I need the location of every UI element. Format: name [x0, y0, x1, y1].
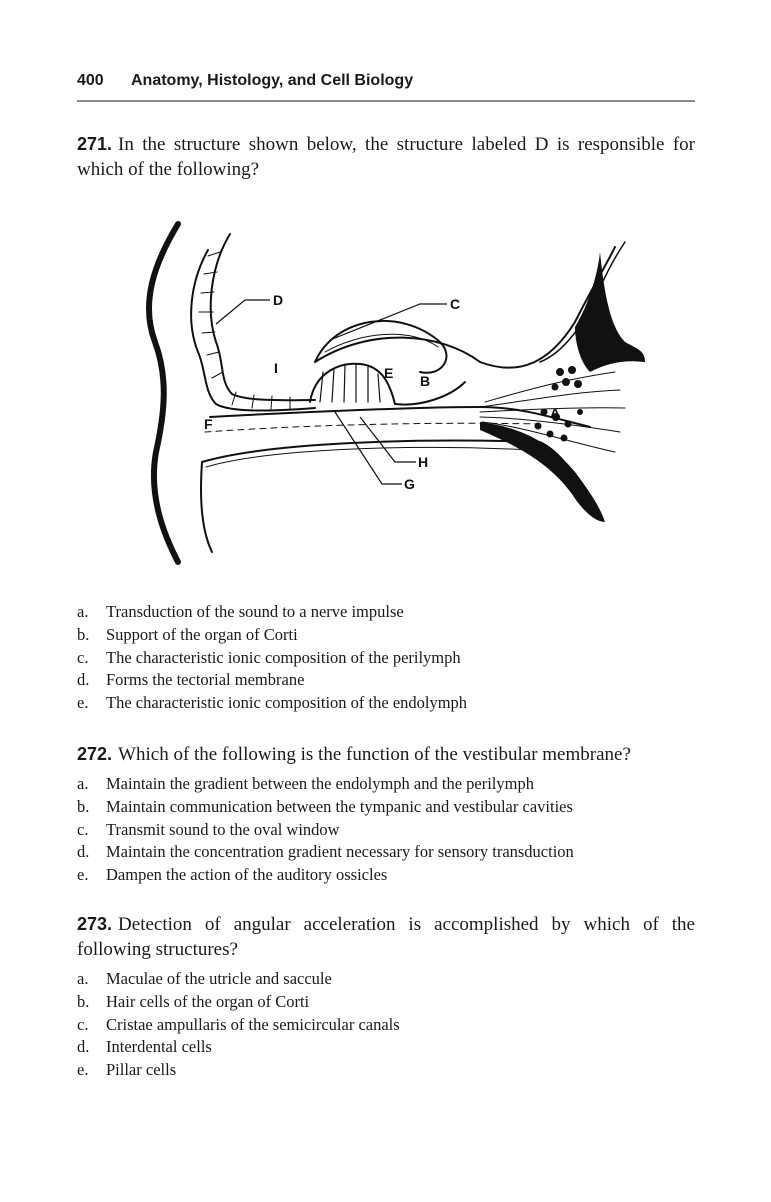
option-text: Maintain communication between the tympanic and vestibular cavities	[106, 796, 573, 816]
option-letter: a.	[77, 602, 89, 621]
page-number: 400	[77, 72, 104, 89]
vestibular-membrane	[315, 247, 615, 368]
option-text: Hair cells of the organ of Corti	[106, 991, 310, 1011]
option-d	[77, 1036, 695, 1059]
option-d	[77, 841, 695, 864]
option-c	[77, 647, 695, 670]
question-272-stem	[77, 742, 695, 767]
running-title: Anatomy, Histology, and Cell Biology	[131, 72, 414, 89]
question-273-stem	[77, 912, 695, 962]
option-letter: b.	[77, 624, 90, 644]
question-text: Which of the following is the function of the vestibular membrane?	[118, 744, 631, 765]
option-letter: b.	[77, 991, 90, 1011]
option-a	[77, 773, 695, 796]
option-text: Interdental cells	[106, 1037, 212, 1057]
question-272-options	[77, 773, 695, 887]
option-b	[77, 796, 695, 819]
bony-wall-left	[149, 224, 178, 562]
spiral-ganglion-cells	[535, 366, 584, 442]
option-letter: b.	[77, 796, 90, 816]
label-B: B	[420, 373, 431, 389]
question-number: 272.	[77, 744, 113, 764]
option-text: Maintain the gradient between the endolymph and the perilymph	[106, 774, 534, 793]
question-273-options	[77, 968, 695, 1082]
label-D: D	[273, 292, 284, 308]
option-letter: c.	[77, 819, 89, 839]
option-letter: c.	[77, 1014, 89, 1034]
question-number: 273.	[77, 914, 113, 934]
stria-vascularis-inner	[211, 234, 315, 400]
option-text: Support of the organ of Corti	[106, 624, 298, 644]
label-C: C	[450, 296, 461, 312]
question-text: In the structure shown below, the structure labeled D is responsible for which of the following?	[77, 134, 695, 180]
organ-of-corti	[310, 364, 395, 404]
question-text: Detection of angular acceleration is accomplished by which of the following structures?	[77, 914, 695, 960]
option-text: The characteristic ionic composition of the perilymph	[106, 647, 461, 667]
option-b	[77, 991, 695, 1014]
question-271-options	[77, 601, 695, 715]
cochlear-duct-diagram	[120, 212, 645, 572]
label-I: I	[274, 360, 278, 376]
option-c	[77, 819, 695, 842]
option-letter: c.	[77, 647, 89, 667]
option-b	[77, 624, 695, 647]
option-a	[77, 968, 695, 991]
option-e	[77, 692, 695, 715]
osseous-lamina	[480, 422, 605, 522]
option-text: The characteristic ionic composition of the endolymph	[106, 693, 468, 713]
option-text: Transduction of the sound to a nerve impulse	[106, 602, 404, 621]
option-e	[77, 1059, 695, 1082]
label-G: G	[404, 476, 415, 492]
label-E: E	[384, 365, 394, 381]
option-c	[77, 1014, 695, 1037]
option-letter: d.	[77, 1037, 90, 1057]
option-a	[77, 601, 695, 624]
question-number: 271.	[77, 134, 113, 154]
option-text: Dampen the action of the auditory ossicles	[106, 865, 388, 885]
option-text: Transmit sound to the oval window	[106, 819, 340, 839]
option-letter: e.	[77, 1060, 89, 1080]
option-text: Maintain the concentration gradient necessary for sensory transduction	[106, 842, 574, 862]
label-F: F	[204, 416, 213, 432]
option-letter: e.	[77, 693, 89, 713]
option-letter: a.	[77, 969, 89, 988]
option-text: Cristae ampullaris of the semicircular canals	[106, 1014, 400, 1034]
option-text: Maculae of the utricle and saccule	[106, 969, 332, 988]
option-text: Pillar cells	[106, 1060, 177, 1080]
option-letter: e.	[77, 865, 89, 885]
option-letter: d.	[77, 842, 90, 862]
label-A: A	[550, 405, 561, 421]
option-d	[77, 669, 695, 692]
option-letter: d.	[77, 670, 90, 690]
page-header	[77, 70, 695, 102]
label-H: H	[418, 454, 429, 470]
option-text: Forms the tectorial membrane	[106, 670, 305, 690]
option-letter: a.	[77, 774, 89, 793]
spiral-ligament-bone	[575, 252, 645, 372]
scala-tympani-wall	[201, 462, 212, 552]
stria-vascularis-outer	[191, 250, 315, 411]
option-e	[77, 864, 695, 887]
question-271-stem	[77, 132, 695, 182]
